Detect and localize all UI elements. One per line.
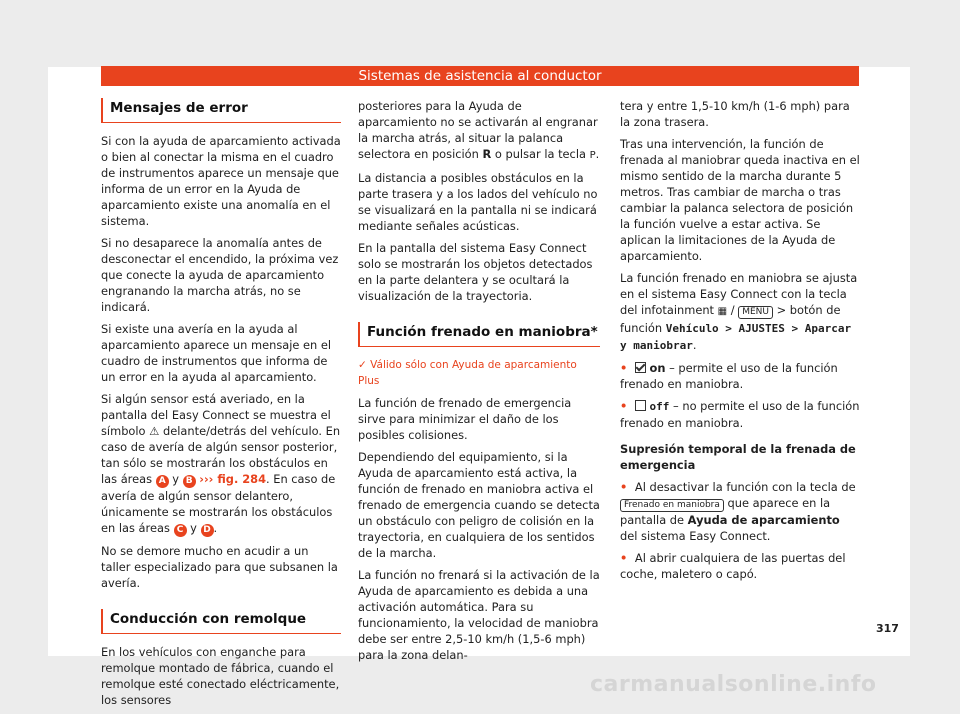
paragraph: En la pantalla del sistema Easy Connect solo se mostrarán los objetos detectados en la parte delantera y se ocultará la visualización de la trayectoria.: [358, 241, 593, 303]
subheading-supresion: Supresión temporal de la frenada de emergencia: [620, 442, 856, 472]
checkbox-empty-icon: [635, 400, 646, 411]
column-2: [358, 98, 600, 669]
watermark: carmanualsonline.info: [590, 672, 877, 697]
paragraph: Si existe una avería en la ayuda al aparcamiento aparece un mensaje en el cuadro de instrumentos que informa de un error en la ayuda al aparcamiento.: [101, 322, 332, 384]
text: – no permite el uso de la función frenado en maniobra.: [620, 399, 860, 430]
bullet-desactivar: [620, 479, 860, 544]
area-a-marker: A: [156, 475, 169, 488]
bullet-dot: •: [620, 480, 628, 494]
paragraph: La distancia a posibles obstáculos en la parte trasera y a los lados del vehículo no se visualizará en la pantalla ni se indicará mediante señales acústicas.: [358, 171, 598, 233]
text: Al desactivar la función con la tecla de: [634, 480, 856, 494]
paragraph: No se demore mucho en acudir a un taller especializado para que subsanen la avería.: [101, 544, 338, 590]
section-header: Sistemas de asistencia al conductor: [101, 66, 859, 86]
paragraph: Tras una intervención, la función de frenada al maniobrar queda inactiva en el mismo sentido de la marcha durante 5 metros. Tras cambiar de marcha o tras cambiar la palanca selectora de posición la función vuelve a estar activa. Se aplican la limitaciones de la Ayuda de aparcamiento.: [620, 137, 860, 263]
text: y: [172, 472, 180, 486]
paragraph: En los vehículos con enganche para remolque montado de fábrica, cuando el remolque esté conectado eléctricamente, los sensores: [101, 645, 340, 707]
warning-triangle-icon: ⚠: [149, 424, 160, 438]
paragraph: [358, 98, 600, 164]
bullet-dot: •: [620, 399, 628, 413]
validity-note: ✓ Válido sólo con Ayuda de aparcamiento Plus: [358, 359, 577, 387]
text: y: [190, 521, 197, 535]
text: . En caso de avería de algún sensor delantero, únicamente se mostrarán los obstáculos en las áreas: [101, 472, 336, 535]
column-3: [620, 98, 860, 588]
column-1: [101, 98, 341, 714]
figure-reference-link[interactable]: ››› fig. 284: [199, 472, 267, 486]
text: La función frenado en maniobra se ajusta en el sistema Easy Connect con la tecla del infotainment: [620, 271, 858, 317]
heading-funcion-frenado-en-maniobra: Función frenado en maniobra*: [358, 322, 600, 347]
on-label: on: [649, 361, 666, 375]
bullet-on: [620, 360, 860, 392]
bullet-dot: •: [620, 551, 628, 565]
bullet-off: [620, 398, 860, 431]
menu-path: Vehículo > AJUSTES > Aparcar y maniobrar: [620, 322, 852, 352]
heading-conduccion-con-remolque: Conducción con remolque: [101, 609, 341, 634]
text: que aparece en la pantalla de: [620, 496, 831, 527]
paragraph: Dependiendo del equipamiento, si la Ayuda de aparcamiento está activa, la función de frenado en maniobra activa el frenado de emergencia cuando se detecta un obstáculo con peligro de colisión en la trayectoria, en cualquiera de los sentidos de la marcha.: [358, 450, 600, 560]
checkbox-checked-icon: [635, 362, 646, 373]
page-number: 317: [876, 622, 899, 635]
text: delante/detrás del vehículo. En caso de avería de algún sensor posterior, tan sólo se mostrarán los obstáculos en las áreas: [101, 424, 341, 486]
bold-text: Ayuda de aparcamiento: [687, 513, 840, 527]
paragraph: tera y entre 1,5-10 km/h (1-6 mph) para la zona trasera.: [620, 99, 850, 129]
paragraph: Si no desaparece la anomalía antes de desconectar el encendido, la próxima vez que conecte la ayuda de aparcamiento engranando la marcha atrás, no se indicará.: [101, 236, 339, 314]
menu-button-icon: MENU: [738, 306, 773, 319]
heading-mensajes-de-error: Mensajes de error: [101, 98, 341, 123]
paragraph: La función frenado en maniobra se ajusta en el sistema Easy Connect con la tecla del infotainment ▦ / MENU > botón de función Vehículo > AJUSTES > Aparcar y maniobrar.: [620, 271, 858, 352]
bullet-puertas: [620, 550, 860, 582]
paragraph: La función de frenado de emergencia sirve para minimizar el daño de los posibles colisiones.: [358, 396, 572, 442]
text: – permite el uso de la función frenado en maniobra.: [620, 361, 838, 391]
area-b-marker: B: [183, 475, 196, 488]
text: del sistema Easy Connect.: [620, 529, 771, 543]
parking-key-icon: P: [589, 150, 596, 161]
frenado-en-maniobra-button: Frenado en maniobra: [620, 499, 724, 512]
paragraph: La función no frenará si la activación de la Ayuda de aparcamiento es debida a una activación automática. Para su funcionamiento, la velocidad de maniobra debe ser entre 2,5-10 km/h (1,5-6 mph) para la zona delan-: [358, 568, 600, 662]
text: > botón de función: [620, 303, 841, 335]
area-c-marker: C: [174, 524, 187, 537]
gear-r-label: R: [482, 147, 492, 161]
paragraph: Si con la ayuda de aparcamiento activada o bien al conectar la misma en el cuadro de instrumentos aparece un mensaje que informa de un error en la Ayuda de aparcamiento existe una anomalía en el sistema.: [101, 134, 341, 228]
text: Al abrir cualquiera de las puertas del coche, maletero o capó.: [620, 551, 846, 581]
area-d-marker: D: [201, 524, 214, 537]
text: .: [213, 521, 218, 535]
text: posteriores para la Ayuda de aparcamiento no se activarán al engranar la marcha atrás, al situar la palanca selectora en posición: [358, 99, 598, 161]
paragraph: [101, 391, 341, 537]
apps-grid-icon: ▦: [717, 306, 728, 317]
text: .: [595, 147, 600, 161]
off-label: off: [649, 400, 670, 413]
text: Si algún sensor está averiado, en la pantalla del Easy Connect se muestra el símbolo: [101, 392, 331, 438]
text: .: [692, 338, 697, 352]
bullet-dot: •: [620, 361, 628, 375]
text: o pulsar la tecla: [494, 147, 586, 161]
